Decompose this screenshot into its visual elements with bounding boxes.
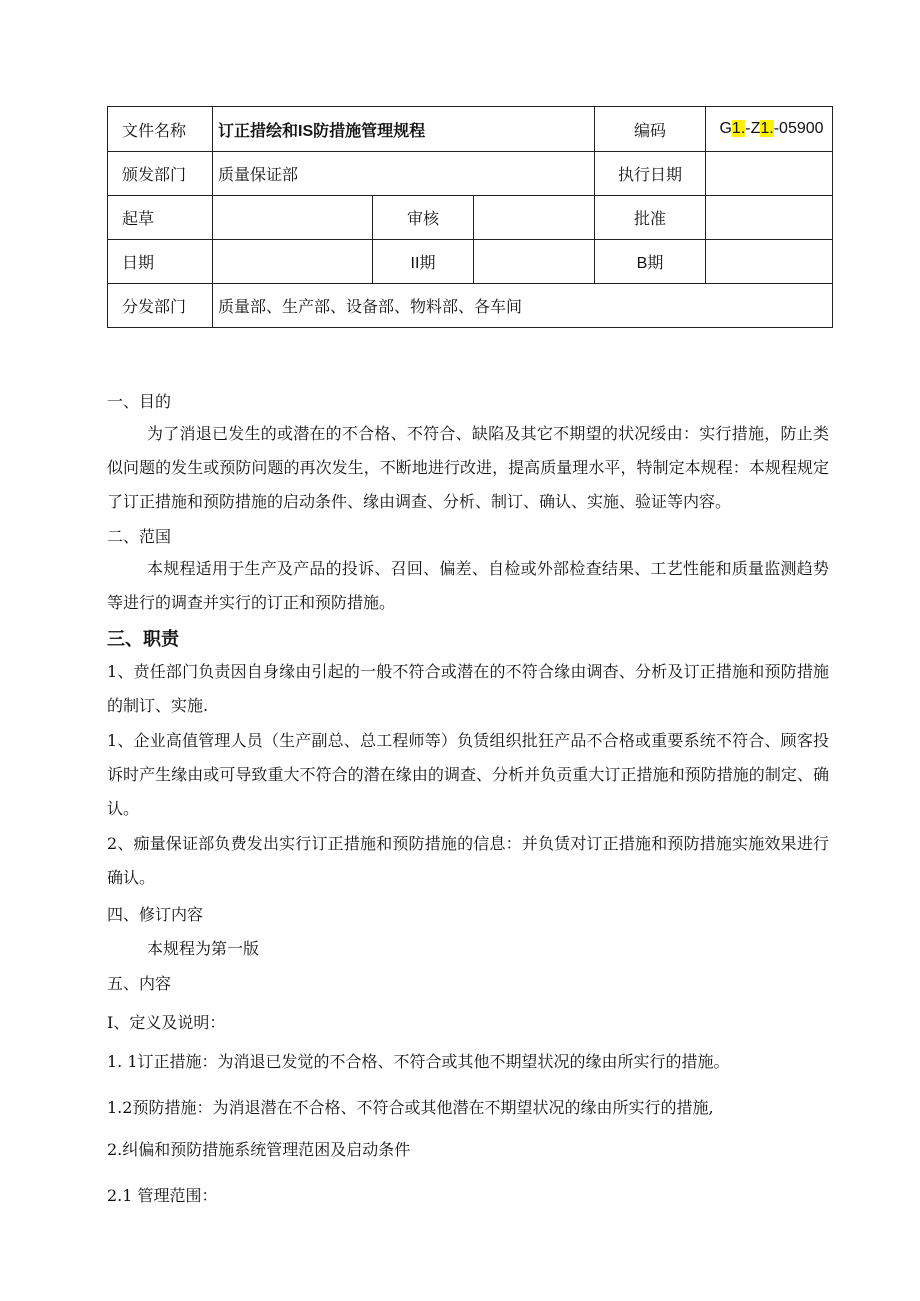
section-2-title: 二、范国 bbox=[107, 527, 172, 546]
exec-date-label: 执行日期 bbox=[595, 152, 706, 196]
approve-value bbox=[706, 196, 833, 240]
approve-label: 批准 bbox=[595, 196, 706, 240]
file-name-label: 文件名称 bbox=[108, 107, 213, 152]
section-3-title: 三、职责 bbox=[107, 629, 179, 650]
document-header-table bbox=[107, 106, 833, 328]
draft-label: 起草 bbox=[108, 196, 213, 240]
file-name-value: 订正措绘和IS防措施管理规程 bbox=[213, 107, 595, 152]
date-value-1 bbox=[213, 240, 373, 284]
review-value bbox=[474, 196, 595, 240]
date-label-2: II期 bbox=[373, 240, 474, 284]
section-4-text: 本规程为第一版 bbox=[147, 939, 260, 958]
section-1-title: 一、目的 bbox=[107, 392, 172, 411]
distribute-label: 分发部门 bbox=[108, 284, 213, 328]
section-5-line-4: 2.纠偏和预防措施系统管理范困及启动条件 bbox=[107, 1140, 411, 1159]
section-1-text: 为了消退已发生的或潜在的不合格、不符合、缺陷及其它不期望的状况绥由：实行措施，防止类似问题的发生或预防问题的再次发生，不断地进行改进，提高质量理水平，特制定本规程：本规程规定了订正措施和预防措施的启动条件、缘由调查、分析、制订、确认、实施、验证等内容。 bbox=[107, 424, 829, 511]
date-value-2 bbox=[474, 240, 595, 284]
section-5-line-3: 1.2预防措施：为消退潜在不合格、不符合或其他潜在不期望状况的缘由所实行的措施, bbox=[107, 1098, 714, 1117]
draft-value bbox=[213, 196, 373, 240]
section-5-line-1: I、定义及说明： bbox=[107, 1013, 226, 1032]
section-4-title: 四、修订内容 bbox=[107, 905, 204, 924]
section-2-text: 本规程适用于生产及产品的投诉、召回、偏差、自检或外部检查结果、工艺性能和质量监测趋势等进行的调查并实行的订正和预防措施。 bbox=[107, 559, 829, 612]
exec-date-value bbox=[706, 152, 833, 196]
dept-label: 颁发部门 bbox=[108, 152, 213, 196]
distribute-value: 质量部、生产部、设备部、物料部、各车间 bbox=[213, 284, 833, 328]
review-label: 审核 bbox=[373, 196, 474, 240]
section-5-line-2: 1. 1订正措施：为消退已发觉的不合格、不符合或其他不期望状况的缘由所实行的措施。 bbox=[107, 1052, 730, 1071]
date-value-3 bbox=[706, 240, 833, 284]
section-3-item-3: 2、痂量保证部负费发出实行订正措施和预防措施的信息：并负赁对订正措施和预防措施实施效果进行确认。 bbox=[107, 834, 829, 887]
section-5-line-5: 2.1 管理范围： bbox=[107, 1186, 218, 1205]
section-3-item-2: 1、企业高值管理人员（生产副总、总工程师等）负赁组织批狂产品不合格或重要系统不符合、顾客投诉时产生缘由或可导致重大不符合的潜在缘由的调查、分析并负贡重大订正措施和预防措施的制定、确认。 bbox=[107, 731, 829, 818]
date-label-1: 日期 bbox=[108, 240, 213, 284]
date-label-3: B期 bbox=[595, 240, 706, 284]
section-5-title: 五、内容 bbox=[107, 974, 172, 993]
section-3-item-1: 1、贲任部门负责因自身缘由引起的一般不符合或潜在的不符合缘由调杳、分析及订正措施和预防措施的制订、实施. bbox=[107, 662, 829, 715]
code-value: G1.-Z1.-05900 bbox=[706, 107, 833, 152]
code-label: 编码 bbox=[595, 107, 706, 152]
dept-value: 质量保证部 bbox=[213, 152, 595, 196]
